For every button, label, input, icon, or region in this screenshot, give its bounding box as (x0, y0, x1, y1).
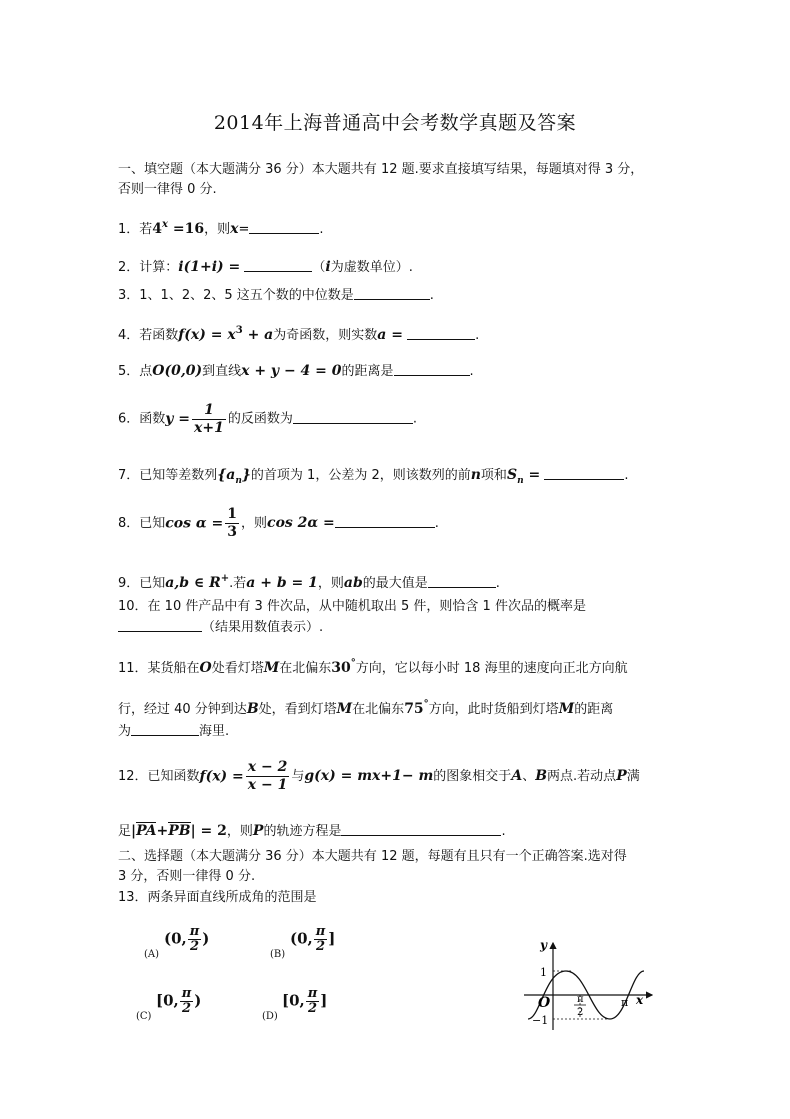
q13-b-close: ] (328, 929, 336, 948)
q8-numerator: 1 (227, 506, 238, 522)
pi-label: π (621, 996, 629, 1009)
origin-label: O (538, 995, 551, 1011)
q7-s: S (506, 467, 518, 483)
q13-label-a: (A) (144, 949, 160, 960)
q13-c-fraction (180, 987, 194, 1016)
q13-label-b: (B) (270, 949, 286, 960)
q2-answer-blank[interactable] (244, 259, 312, 272)
q11-text-h: 方向，此时货船到灯塔 (428, 702, 559, 717)
question-7 (118, 466, 629, 490)
q7-sequence-close: } (241, 467, 251, 483)
q1-prefix: 1．若 (118, 222, 153, 237)
q6-lhs: y = (165, 411, 191, 427)
y-neg-one-label: −1 (532, 1014, 549, 1027)
question-4 (118, 322, 479, 345)
q12-denominator: x − 1 (247, 777, 288, 793)
q1-then: ，则 (204, 222, 231, 237)
q6-fraction (192, 402, 226, 437)
q1-answer-blank[interactable] (249, 221, 319, 234)
q13-a-open: (0, (164, 929, 187, 948)
q12-answer-blank[interactable] (341, 823, 501, 836)
q2-imaginary-unit: i (325, 259, 331, 275)
q13-d-open: [0, (282, 991, 305, 1010)
q12-prefix: 12．已知函数 (118, 769, 200, 784)
question-11-line1 (118, 655, 628, 678)
q11-angle2: 75 (404, 701, 424, 717)
q6-period: . (412, 411, 418, 427)
q11-point-o: O (199, 660, 212, 676)
q4-variable: a = (377, 327, 403, 343)
q8-then: ，则 (241, 516, 268, 531)
question-12-line1 (118, 756, 640, 797)
q8-answer-blank[interactable] (335, 515, 435, 528)
q3-answer-blank[interactable] (354, 287, 430, 300)
q9-max: 的最大值是 (362, 576, 428, 591)
section1-instructions-line1: 一、填空题（本大题满分 36 分）本大题共有 12 题.要求直接填写结果，每题填对得 3 分， (118, 162, 644, 177)
q13-a-num: π (189, 924, 200, 939)
q6-answer-blank[interactable] (293, 411, 413, 424)
question-12-line2 (118, 822, 506, 841)
q5-point: O(0,0) (152, 363, 203, 379)
question-9 (118, 570, 500, 593)
q12-separator: 、 (522, 769, 536, 784)
q13-d-close: ] (320, 991, 328, 1010)
q12-vector-pa: PA (136, 823, 157, 839)
q12-and: 与 (291, 769, 305, 784)
q12-text-a: 足 (118, 824, 132, 839)
q5-to-line: 到直线 (202, 364, 242, 379)
q13-a-close: ) (202, 929, 210, 948)
q5-answer-blank[interactable] (394, 363, 470, 376)
q11-text-g: 在北偏东 (352, 702, 405, 717)
q9-superscript: + (220, 573, 230, 584)
q7-equals: = (523, 467, 541, 483)
q12-point-p: P (616, 768, 627, 784)
q1-variable: x (230, 221, 239, 237)
q13-option-a[interactable] (164, 925, 209, 954)
q2-expression: i(1+i) = (178, 259, 241, 275)
q1-equation: =16 (168, 221, 205, 237)
q13-option-c[interactable] (156, 987, 201, 1016)
q2-note: 为虚数单位）. (330, 260, 413, 275)
q13-b-num: π (315, 924, 326, 939)
q13-b-fraction (314, 925, 328, 954)
q11-lighthouse-m-2: M (336, 701, 353, 717)
q12-g-function: g(x) = mx+1− m (304, 768, 434, 784)
q11-text-j: 为 (118, 724, 132, 739)
q12-satisfy: 满 (626, 769, 640, 784)
q13-option-b[interactable] (290, 925, 335, 954)
q5-distance: 的距离是 (341, 364, 394, 379)
y-one-label: 1 (540, 966, 547, 979)
q1-equals: = (238, 222, 250, 237)
question-3 (118, 287, 434, 305)
q9-condition: a,b ∈ R (165, 575, 221, 591)
q12-text-b: ，则 (226, 824, 253, 839)
q4-exponent: 3 (235, 325, 243, 336)
question-11-line2 (118, 696, 613, 719)
q11-angle1: 30 (331, 660, 351, 676)
q9-prefix: 9．已知 (118, 576, 166, 591)
q8-lhs: cos α = (165, 515, 224, 532)
q11-text-a: 11．某货船在 (118, 661, 200, 676)
x-axis-label: x (636, 993, 644, 1007)
q12-point-p-2: P (252, 823, 264, 839)
q6-numerator: 1 (192, 402, 226, 420)
q11-point-b: B (246, 701, 259, 717)
question-8 (118, 504, 439, 543)
q5-prefix: 5．点 (118, 364, 153, 379)
q9-period: . (495, 576, 500, 591)
q7-description: 的首项为 1，公差为 2，则该数列的前 (250, 468, 471, 483)
question-10-line1: 10．在 10 件产品中有 3 件次品，从中随机取出 5 件，则恰含 1 件次品的概率是 (118, 599, 586, 614)
q13-c-num: π (181, 986, 192, 1001)
q11-text-i: 的距离 (574, 702, 614, 717)
q13-a-fraction (188, 925, 202, 954)
q6-inverse: 的反函数为 (227, 411, 293, 427)
q11-lighthouse-m-3: M (558, 701, 575, 717)
q7-prefix: 7．已知等差数列 (118, 468, 218, 483)
q5-line-equation: x + y − 4 = 0 (241, 363, 342, 379)
q9-if: .若 (229, 576, 247, 591)
q2-prefix: 2．计算： (118, 260, 179, 275)
pi-half-num: π (577, 994, 584, 1005)
q13-c-close: ) (194, 991, 202, 1010)
pi-half-den: 2 (577, 1007, 584, 1018)
q13-c-open: [0, (156, 991, 179, 1010)
q13-b-open: (0, (290, 929, 313, 948)
question-5 (118, 362, 474, 381)
q5-period: . (469, 364, 474, 379)
q12-numerator: x − 2 (247, 759, 288, 775)
q2-paren: （ (312, 260, 326, 275)
q11-text-c: 在北偏东 (279, 661, 332, 676)
q12-abs-right: | = 2 (190, 823, 227, 839)
q10-answer-blank[interactable] (118, 619, 202, 632)
question-6 (118, 400, 417, 439)
question-13: 13．两条异面直线所成角的范围是 (118, 890, 317, 905)
q4-condition: 为奇函数，则实数 (273, 328, 378, 343)
q6-denominator: x+1 (194, 419, 224, 436)
q12-point-b: B (535, 768, 548, 784)
q12-f-lhs: f(x) = (199, 768, 244, 785)
q4-prefix: 4．若函数 (118, 328, 179, 343)
q11-text-e: 行，经过 40 分钟到达 (118, 702, 247, 717)
q8-period: . (434, 516, 439, 531)
q13-d-num: π (307, 986, 318, 1001)
q13-a-den: 2 (190, 939, 200, 954)
question-1 (118, 216, 324, 239)
page-title: 2014年上海普通高中会考数学真题及答案 (213, 112, 577, 134)
q11-text-f: 处，看到灯塔 (258, 702, 337, 717)
q12-fraction (246, 759, 290, 794)
q3-period: . (429, 288, 434, 303)
section2-instructions-line2: 3 分，否则一律得 0 分. (118, 869, 256, 884)
q13-d-fraction (306, 987, 320, 1016)
q12-vector-pb: PB (168, 823, 191, 839)
q12-period: . (501, 824, 506, 839)
q9-product: ab (343, 575, 363, 591)
q11-text-d: 方向，它以每小时 18 海里的速度向正北方向航 (355, 661, 628, 676)
q7-sequence: {a (217, 467, 236, 483)
q11-text-b: 处看灯塔 (211, 661, 264, 676)
q12-trajectory: 的轨迹方程是 (263, 824, 342, 839)
q13-c-den: 2 (182, 1001, 192, 1016)
q12-point-a: A (511, 768, 523, 784)
q1-period: . (319, 222, 324, 237)
q13-d-den: 2 (308, 1001, 318, 1016)
q7-sum-text: 项和 (480, 468, 507, 483)
q11-lighthouse-m: M (263, 660, 280, 676)
q4-answer-blank[interactable] (407, 327, 475, 340)
q11-degree1: ° (350, 658, 356, 669)
q7-n: n (470, 467, 481, 483)
q12-abs-left: | (131, 823, 137, 839)
section2-instructions-line1: 二、选择题（本大题满分 36 分）本大题共有 12 题，每题有且只有一个正确答案.选对得 (118, 849, 627, 864)
section1-instructions-line2: 否则一律得 0 分. (118, 182, 217, 197)
q8-expression: cos 2α = (267, 515, 335, 531)
q7-answer-blank[interactable] (544, 467, 624, 480)
q13-label-d: (D) (262, 1011, 278, 1022)
q13-b-den: 2 (316, 939, 326, 954)
q11-unit: 海里. (199, 724, 230, 739)
q8-prefix: 8．已知 (118, 516, 166, 531)
q13-option-d[interactable] (282, 987, 327, 1016)
q7-period: . (624, 468, 629, 483)
question-11-line3 (118, 723, 229, 741)
q6-prefix: 6．函数 (118, 411, 166, 427)
q4-function: f(x) = x (178, 327, 236, 343)
q9-sum: a + b = 1 (246, 575, 318, 591)
q12-intersect: 的图象相交于 (433, 769, 512, 784)
q4-function-tail: + a (242, 327, 274, 343)
q1-exponent: x (162, 219, 168, 230)
q9-answer-blank[interactable] (428, 575, 496, 588)
q8-denominator: 3 (227, 524, 238, 540)
question-2 (118, 258, 413, 277)
q12-plus: + (156, 823, 169, 839)
q11-answer-blank[interactable] (131, 723, 199, 736)
q10-note: （结果用数值表示）. (202, 620, 324, 635)
q9-then: ，则 (317, 576, 344, 591)
q4-period: . (475, 328, 480, 343)
q13-label-c: (C) (136, 1011, 152, 1022)
q7-s-subscript: n (517, 476, 524, 486)
q1-base: 4 (152, 221, 163, 237)
q3-text: 3．1、1、2、2、5 这五个数的中位数是 (118, 288, 354, 303)
q8-fraction (225, 506, 239, 541)
q11-degree2: ° (423, 699, 429, 710)
sine-graph-figure (520, 935, 660, 1035)
y-axis-label: y (540, 938, 547, 952)
q7-sequence-subscript: n (235, 476, 242, 486)
q12-moving-point: 两点.若动点 (547, 769, 617, 784)
question-10-line2 (118, 619, 323, 637)
